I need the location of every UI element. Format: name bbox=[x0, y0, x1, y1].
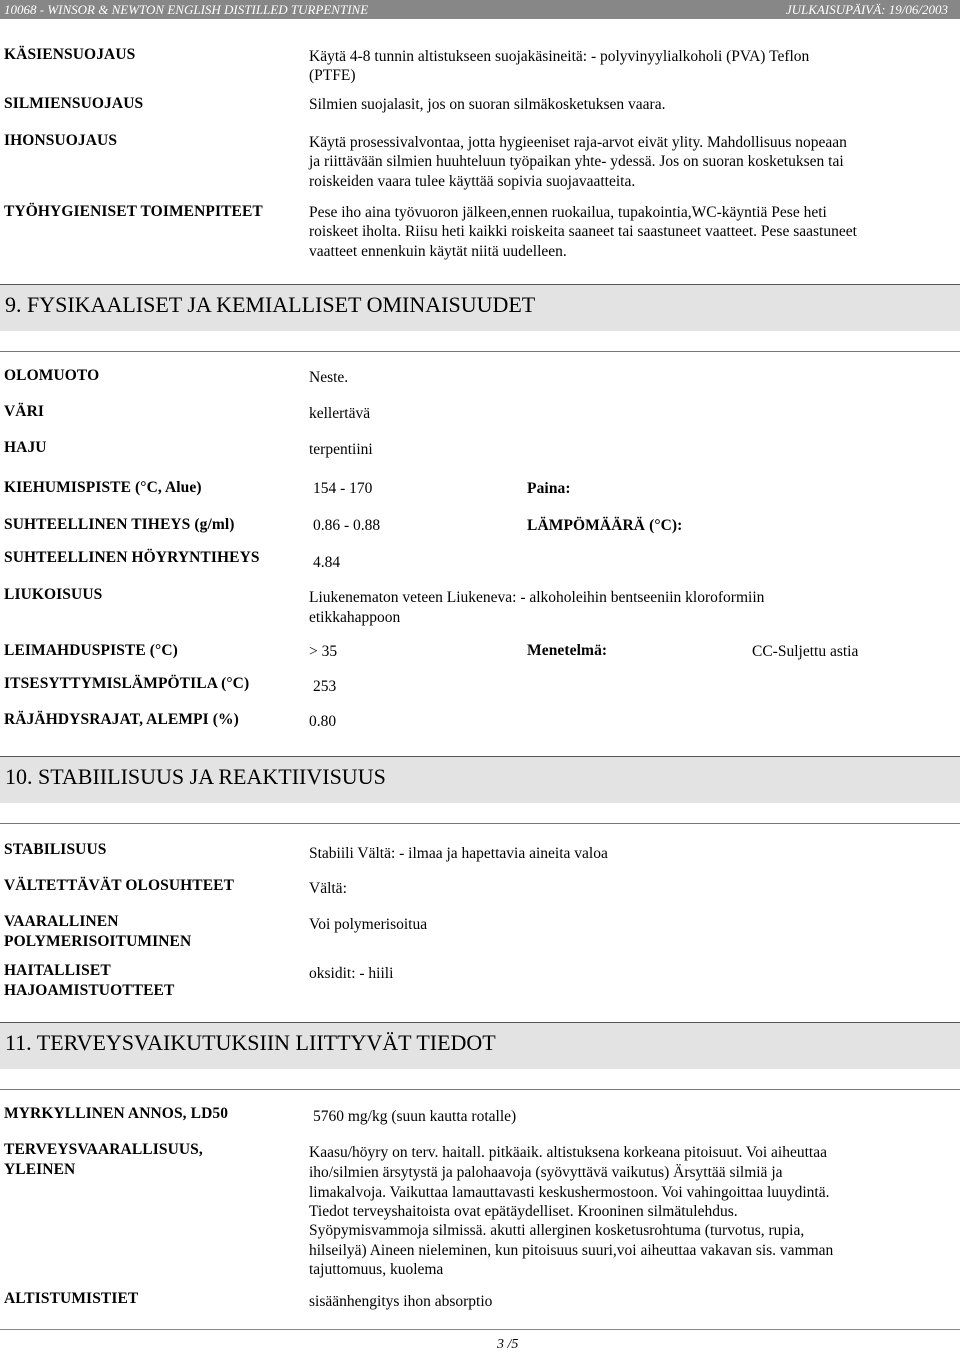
health-hazard-value-4: Tiedot terveyshaitoista ovat epätäydelliset. Krooninen silmätulehdus. bbox=[309, 1203, 738, 1220]
health-hazard-value-6: hilseilyä) Aineen nieleminen, kun pitoisuus suuri,voi aiheuttaa vakavan sis. vamman bbox=[309, 1242, 834, 1259]
section-10-title: 10. STABIILISUUS JA REAKTIIVISUUS bbox=[5, 764, 386, 789]
document-header bbox=[0, 0, 960, 19]
relative-density-label: SUHTEELLINEN TIHEYS (g/ml) bbox=[4, 516, 235, 533]
section-10-divider bbox=[0, 823, 960, 824]
stability-value: Stabiili Vältä: - ilmaa ja hapettavia aineita valoa bbox=[309, 845, 608, 862]
hand-protection-value-1: Käytä 4-8 tunnin altistukseen suojakäsineitä: - polyvinyylialkoholi (PVA) Teflon bbox=[309, 48, 810, 65]
ld50-label: MYRKYLLINEN ANNOS, LD50 bbox=[4, 1105, 229, 1122]
work-hygiene-value-3: vaatteet ennenkuin käytät niitä uudelleen. bbox=[309, 243, 567, 260]
header-publish-date: JULKAISUPÄIVÄ: 19/06/2003 bbox=[785, 2, 948, 17]
work-hygiene-value-1: Pese iho aina työvuoron jälkeen,ennen ruokailua, tupakointia,WC-käyntiä Pese heti bbox=[309, 204, 827, 221]
form-value: Neste. bbox=[309, 369, 349, 386]
section-11-divider bbox=[0, 1089, 960, 1090]
explosion-limit-value: 0.80 bbox=[309, 713, 337, 730]
polymerization-value: Voi polymerisoitua bbox=[309, 916, 428, 933]
section-11-header bbox=[0, 1022, 960, 1069]
section-9-divider bbox=[0, 351, 960, 352]
polymerization-label-2: POLYMERISOITUMINEN bbox=[4, 933, 192, 950]
health-hazard-value-2: iho/silmien ärsytystä ja palohaavoja (syövyttävä vaikutus) Ärsyttää silmiä ja bbox=[309, 1164, 783, 1181]
health-hazard-label-1: TERVEYSVAARALLISUUS, bbox=[4, 1141, 203, 1158]
odor-label: HAJU bbox=[4, 439, 47, 456]
decomposition-label-2: HAJOAMISTUOTTEET bbox=[4, 982, 175, 999]
autoignition-label: ITSESYTTYMISLÄMPÖTILA (°C) bbox=[4, 675, 250, 692]
section-9-header bbox=[0, 284, 960, 331]
section-9-title: 9. FYSIKAALISET JA KEMIALLISET OMINAISUUDET bbox=[5, 292, 536, 317]
hand-protection-value-2: (PTFE) bbox=[309, 67, 356, 84]
form-label: OLOMUOTO bbox=[4, 367, 100, 384]
decomposition-value: oksidit: - hiili bbox=[309, 965, 394, 982]
skin-protection-label: IHONSUOJAUS bbox=[4, 132, 118, 149]
color-value: kellertävä bbox=[309, 405, 371, 422]
relative-density-value: 0.86 - 0.88 bbox=[313, 517, 381, 534]
color-label: VÄRI bbox=[4, 403, 45, 420]
polymerization-label-1: VAARALLINEN bbox=[4, 913, 119, 930]
conditions-to-avoid-label: VÄLTETTÄVÄT OLOSUHTEET bbox=[4, 877, 235, 894]
vapor-density-label: SUHTEELLINEN HÖYRYNTIHEYS bbox=[4, 549, 260, 566]
method-label: Menetelmä: bbox=[527, 642, 608, 659]
skin-protection-value-2: ja riittävään silmien huuhteluun työpaikan yhte- ydessä. Jos on suoran kosketuksen tai bbox=[309, 153, 844, 170]
flash-point-value: > 35 bbox=[309, 643, 338, 660]
decomposition-label-1: HAITALLISET bbox=[4, 962, 111, 979]
method-value: CC-Suljettu astia bbox=[752, 643, 859, 660]
health-hazard-value-1: Kaasu/höyry on terv. haitall. pitkäaik. altistuksena korkeana pitoisuut. Voi aiheuttaa bbox=[309, 1144, 827, 1161]
section-11-title: 11. TERVEYSVAIKUTUKSIIN LIITTYVÄT TIEDOT bbox=[5, 1030, 496, 1055]
flash-point-label: LEIMAHDUSPISTE (°C) bbox=[4, 642, 178, 659]
odor-value: terpentiini bbox=[309, 441, 373, 458]
boiling-point-label: KIEHUMISPISTE (°C, Alue) bbox=[4, 479, 202, 496]
health-hazard-value-5: Syöpymisvammoja silmissä. akutti allerginen kosketusrohtuma (turvotus, rupia, bbox=[309, 1222, 805, 1239]
solubility-value-2: etikkahappoon bbox=[309, 609, 401, 626]
eye-protection-label: SILMIENSUOJAUS bbox=[4, 95, 144, 112]
health-hazard-value-3: limakalvoja. Vaikuttaa lamauttavasti keskushermostoon. Voi vahingoittaa luuydintä. bbox=[309, 1184, 830, 1201]
conditions-to-avoid-value: Vältä: bbox=[309, 880, 347, 897]
skin-protection-value-1: Käytä prosessivalvontaa, jotta hygieeniset raja-arvot eivät ylity. Mahdollisuus nopeaan bbox=[309, 134, 847, 151]
work-hygiene-label: TYÖHYGIENISET TOIMENPITEET bbox=[4, 203, 263, 220]
health-hazard-label-2: YLEINEN bbox=[4, 1161, 76, 1178]
solubility-label: LIUKOISUUS bbox=[4, 586, 103, 603]
header-product-title: 10068 - WINSOR & NEWTON ENGLISH DISTILLED TURPENTINE bbox=[4, 2, 369, 17]
exposure-routes-value: sisäänhengitys ihon absorptio bbox=[309, 1293, 493, 1310]
hand-protection-label: KÄSIENSUOJAUS bbox=[4, 46, 136, 63]
work-hygiene-value-2: roiskeet iholta. Riisu heti kaikki roiskeita saaneet tai saastuneet vaatteet. Pese saastuneet bbox=[309, 223, 857, 240]
footer-divider bbox=[0, 1329, 960, 1330]
autoignition-value: 253 bbox=[313, 678, 337, 695]
explosion-limit-label: RÄJÄHDYSRAJAT, ALEMPI (%) bbox=[4, 711, 239, 728]
temperature-label: LÄMPÖMÄÄRÄ (°C): bbox=[527, 517, 683, 534]
eye-protection-value: Silmien suojalasit, jos on suoran silmäkosketuksen vaara. bbox=[309, 96, 666, 113]
solubility-value-1: Liukenematon veteen Liukeneva: - alkoholeihin bentseeniin kloroformiin bbox=[309, 589, 765, 606]
pressure-label: Paina: bbox=[527, 480, 571, 497]
stability-label: STABILISUUS bbox=[4, 841, 107, 858]
ld50-value: 5760 mg/kg (suun kautta rotalle) bbox=[313, 1108, 517, 1125]
skin-protection-value-3: roiskeiden vaara tulee käyttää sopivia suojavaatteita. bbox=[309, 173, 636, 190]
health-hazard-value-7: tajuttomuus, kuolema bbox=[309, 1261, 444, 1278]
section-10-header bbox=[0, 756, 960, 803]
exposure-routes-label: ALTISTUMISTIET bbox=[4, 1290, 139, 1307]
boiling-point-value: 154 - 170 bbox=[313, 480, 373, 497]
page-number: 3 /5 bbox=[497, 1337, 519, 1352]
vapor-density-value: 4.84 bbox=[313, 554, 341, 571]
